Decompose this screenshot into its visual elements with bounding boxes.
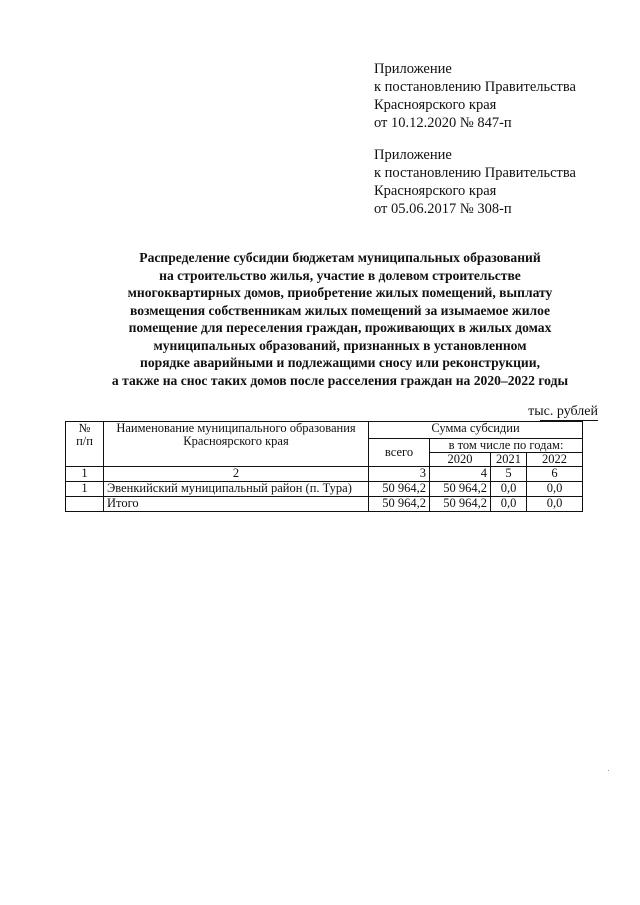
header-name-cell xyxy=(104,422,369,467)
table-header-row xyxy=(66,422,583,439)
row-total: 50 964,2 xyxy=(369,482,430,497)
appendix-label: Приложение xyxy=(374,147,452,163)
header-year-2021: 2021 xyxy=(491,453,527,467)
title-line: Распределение субсидии бюджетам муниципальных образований xyxy=(139,250,541,265)
header-name-sub: Красноярского края xyxy=(183,434,289,448)
header-sum-group: Сумма субсидии xyxy=(369,422,583,439)
row-num: 1 xyxy=(66,482,104,497)
title-line: на строительство жилья, участие в долевом строительстве xyxy=(159,267,521,283)
total-label: Итого xyxy=(104,497,369,512)
appendix-region: Красноярского края xyxy=(374,97,497,113)
appendix-block-current xyxy=(374,60,576,132)
column-index: 5 xyxy=(491,467,527,482)
appendix-block-original xyxy=(374,146,576,218)
table-total-row xyxy=(66,497,583,512)
appendix-date-number: от 10.12.2020 № 847-п xyxy=(374,115,512,131)
title-line: муниципальных образований, признанных в установленном xyxy=(153,337,527,353)
column-index: 4 xyxy=(430,467,491,482)
total-2021: 0,0 xyxy=(491,497,527,512)
appendix-region: Красноярского края xyxy=(374,183,497,199)
appendix-date-number: от 05.06.2017 № 308-п xyxy=(374,201,512,217)
total-sum: 50 964,2 xyxy=(369,497,430,512)
header-total: всего xyxy=(369,439,430,467)
title-line: помещение для переселения граждан, проживающих в жилых домах xyxy=(128,320,552,335)
title-line: а также на снос таких домов после расселения граждан на 2020–2022 годы xyxy=(111,372,569,388)
total-2020: 50 964,2 xyxy=(430,497,491,512)
appendix-ref: к постановлению Правительства xyxy=(374,79,576,95)
scan-speck xyxy=(608,770,609,771)
title-line: возмещения собственникам жилых помещений за изымаемое жилое xyxy=(129,302,551,318)
header-num: № xyxy=(78,421,91,435)
subsidy-table xyxy=(65,421,583,512)
appendix-ref: к постановлению Правительства xyxy=(374,165,576,181)
column-index: 1 xyxy=(66,467,104,482)
table-row xyxy=(66,482,583,497)
header-num-cell xyxy=(66,422,104,467)
header-year-2020: 2020 xyxy=(430,453,491,467)
column-index: 2 xyxy=(104,467,369,482)
row-name: Эвенкийский муниципальный район (п. Тура) xyxy=(104,482,369,497)
document-title xyxy=(40,249,640,389)
total-2022: 0,0 xyxy=(527,497,583,512)
column-index: 6 xyxy=(527,467,583,482)
header-by-years: в том числе по годам: xyxy=(430,439,583,453)
total-num xyxy=(66,497,104,512)
header-name: Наименование муниципального образования xyxy=(116,421,356,435)
title-line: порядке аварийными и подлежащими сносу или реконструкции, xyxy=(140,355,540,370)
header-num-sub: п/п xyxy=(76,434,93,448)
units-label: тыс. рублей xyxy=(528,404,598,419)
row-2020: 50 964,2 xyxy=(430,482,491,497)
appendix-label: Приложение xyxy=(374,61,452,77)
header-year-2022: 2022 xyxy=(527,453,583,467)
row-2022: 0,0 xyxy=(527,482,583,497)
column-index: 3 xyxy=(369,467,430,482)
column-index-row xyxy=(66,467,583,482)
title-line: многоквартирных домов, приобретение жилых помещений, выплату xyxy=(127,285,553,300)
row-2021: 0,0 xyxy=(491,482,527,497)
